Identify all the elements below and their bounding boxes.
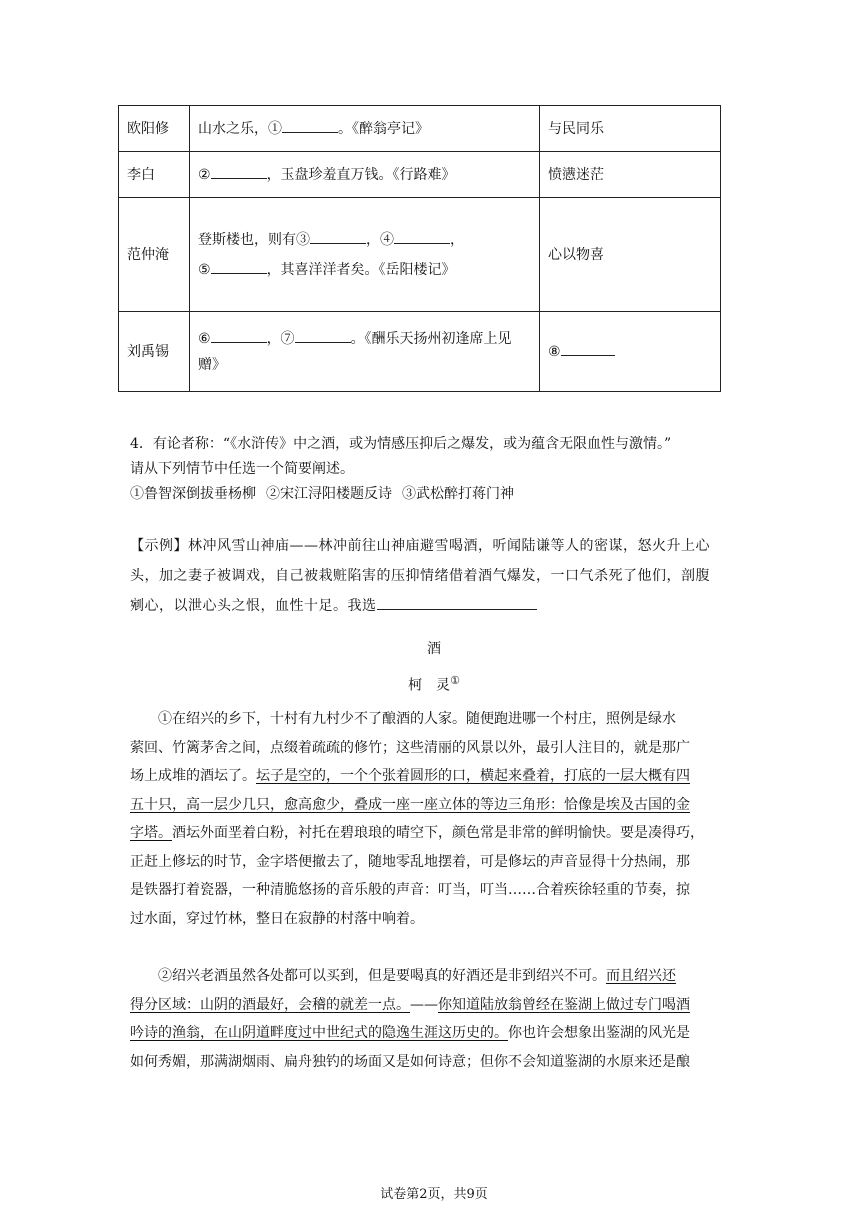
feeling-cell: 愤懑迷茫 [540, 152, 721, 198]
underlined-text: 坛子是空的，一个个张着圆形的口，横起来叠着，打底的一层大概有四 [256, 768, 690, 784]
option-item: ②宋江浔阳楼题反诗 [266, 486, 392, 502]
paragraph-line [130, 791, 750, 820]
paragraph-text: ①在绍兴的乡下，十村有九村少不了酿酒的人家。随便跑进哪一个村庄，照例是绿水 [158, 711, 676, 727]
footnote-marker: ① [450, 674, 460, 687]
cell-text: 。《醉翁亭记》 [338, 120, 429, 137]
underlined-text: 吟诗的渔翁，在山阴道畔度过中世纪式的隐逸生涯这历史的。 [130, 1025, 508, 1041]
cell-text: 山水之乐，① [198, 120, 282, 137]
content-cell [190, 152, 540, 198]
fill-blank[interactable] [394, 228, 450, 244]
article-author [0, 674, 868, 695]
paragraph-line [130, 1048, 750, 1077]
paragraph-text: 你也许会想象出鉴湖的风光是 [508, 1025, 690, 1041]
fill-blank[interactable] [295, 327, 351, 343]
underlined-text: 五十只，高一层少几只，愈高愈少，叠成一座一座立体的等边三角形：恰像是埃及古国的金 [130, 796, 690, 813]
paragraph-line [130, 705, 750, 734]
example-block [130, 531, 750, 621]
paragraph-line [130, 734, 750, 763]
cell-line [198, 225, 531, 255]
author-cell: 李白 [119, 152, 190, 198]
author-cell: 刘禹锡 [119, 312, 190, 392]
fill-blank[interactable] [282, 117, 338, 133]
cell-text: ，④ [366, 231, 394, 248]
example-text: 林冲风雪山神庙——林冲前往山神庙避雪喝酒，听闻陆谦等人的密谋，怒火升上心 [188, 538, 710, 554]
question-line: 请从下列情节中任选一个简要阐述。 [130, 461, 354, 477]
table-row [119, 106, 721, 152]
option-list [130, 482, 750, 507]
page-footer: 试卷第2页，共9页 [380, 1187, 488, 1202]
table-row [119, 152, 721, 198]
underlined-text: 字塔。 [130, 825, 172, 841]
table-row [119, 198, 721, 312]
article-title: 酒 [427, 641, 441, 657]
fill-blank[interactable] [211, 258, 267, 274]
feeling-cell: 与民同乐 [540, 106, 721, 152]
fill-blank[interactable] [211, 327, 267, 343]
question-line: 4．有论者称：“《水浒传》中之酒，或为情感压抑后之爆发，或为蕴含无限血性与激情。” [130, 436, 672, 452]
fill-blank[interactable] [561, 340, 615, 356]
fill-blank[interactable] [310, 228, 366, 244]
cell-text: ② [198, 166, 211, 183]
author-cell: 欧阳修 [119, 106, 190, 152]
paragraph-line [130, 876, 750, 905]
cell-text: ，其喜洋洋者矣。《岳阳楼记》 [266, 261, 456, 278]
paragraph-text: —— [410, 996, 438, 1013]
option-item: ③武松醉打蒋门神 [402, 486, 514, 502]
example-line [130, 531, 750, 561]
cell-line [198, 255, 531, 285]
paragraph-line [130, 991, 750, 1020]
cell-text: ⑤ [198, 261, 211, 278]
underlined-text: 得分区域：山阴的酒最好，会稽的就差一点。 [130, 996, 410, 1013]
paragraph-text: 是铁器打着瓷器，一种清脆悠扬的音乐般的声音：叮当，叮当……合着疾徐轻重的节奏，掠 [130, 882, 690, 898]
content-cell [190, 198, 540, 312]
paragraph-text: 过水面，穿过竹林，整日在寂静的村落中响着。 [130, 910, 424, 927]
paragraph-text: 正赶上修坛的时节，金字塔便撤去了，随地零乱地摆着，可是修坛的声音显得十分热闹，那 [130, 853, 690, 870]
cell-text: ⑧ [548, 343, 561, 360]
author-cell: 范仲淹 [119, 198, 190, 312]
cell-text: 登斯楼也，则有③ [198, 231, 310, 248]
example-line [130, 591, 750, 621]
cell-text: ，⑦ [266, 330, 295, 347]
content-cell [190, 106, 540, 152]
paragraph-line [130, 848, 750, 877]
paragraph-line [130, 962, 750, 991]
paragraph-1 [130, 705, 750, 933]
table-row [119, 312, 721, 392]
paragraph-line [130, 905, 750, 934]
question-4 [130, 432, 750, 507]
cell-text: ，玉盘珍羞直万钱。《行路难》 [266, 166, 456, 183]
poem-table [118, 105, 721, 392]
fill-blank[interactable] [211, 163, 267, 179]
paragraph-line [130, 1019, 750, 1048]
option-item: ①鲁智深倒拔垂杨柳 [130, 486, 256, 502]
paragraph-text: ②绍兴老酒虽然各处都可以买到，但是要喝真的好酒还是非到绍兴不可。 [158, 968, 606, 984]
cell-text: ⑥ [198, 330, 211, 347]
answer-blank[interactable] [377, 594, 537, 610]
paragraph-line [130, 762, 750, 791]
cell-text: 。《酬乐天扬州初逢席上见赠》 [198, 330, 512, 373]
underlined-text: 你知道陆放翁曾经在鉴湖上做过专门喝酒 [438, 996, 690, 1013]
feeling-cell [540, 312, 721, 392]
example-label: 【示例】 [130, 538, 188, 554]
author-name: 柯 灵 [408, 677, 451, 694]
feeling-cell: 心以物喜 [540, 198, 721, 312]
paragraph-text: 场上成堆的酒坛了。 [130, 768, 256, 784]
paragraph-text: 酒坛外面垩着白粉，衬托在碧琅琅的晴空下，颜色常是非常的鲜明愉快。要是凑得巧， [172, 825, 704, 841]
paragraph-line [130, 819, 750, 848]
example-text: 剜心，以泄心头之恨，血性十足。我选 [130, 598, 377, 614]
content-cell [190, 312, 540, 392]
underlined-text: 而且绍兴还 [606, 968, 676, 984]
paragraph-2 [130, 962, 750, 1076]
paragraph-text: 萦回、竹篱茅舍之间，点缀着疏疏的修竹；这些清丽的风景以外，最引人注目的，就是那广 [130, 739, 690, 756]
cell-text: ， [450, 231, 464, 248]
example-line: 头，加之妻子被调戏，自己被栽赃陷害的压抑情绪借着酒气爆发，一口气杀死了他们，剖腹 [130, 568, 710, 584]
paragraph-text: 如何秀媚，那满湖烟雨、扁舟独钓的场面又是如何诗意；但你不会知道鉴湖的水原来还是酿 [130, 1053, 690, 1070]
